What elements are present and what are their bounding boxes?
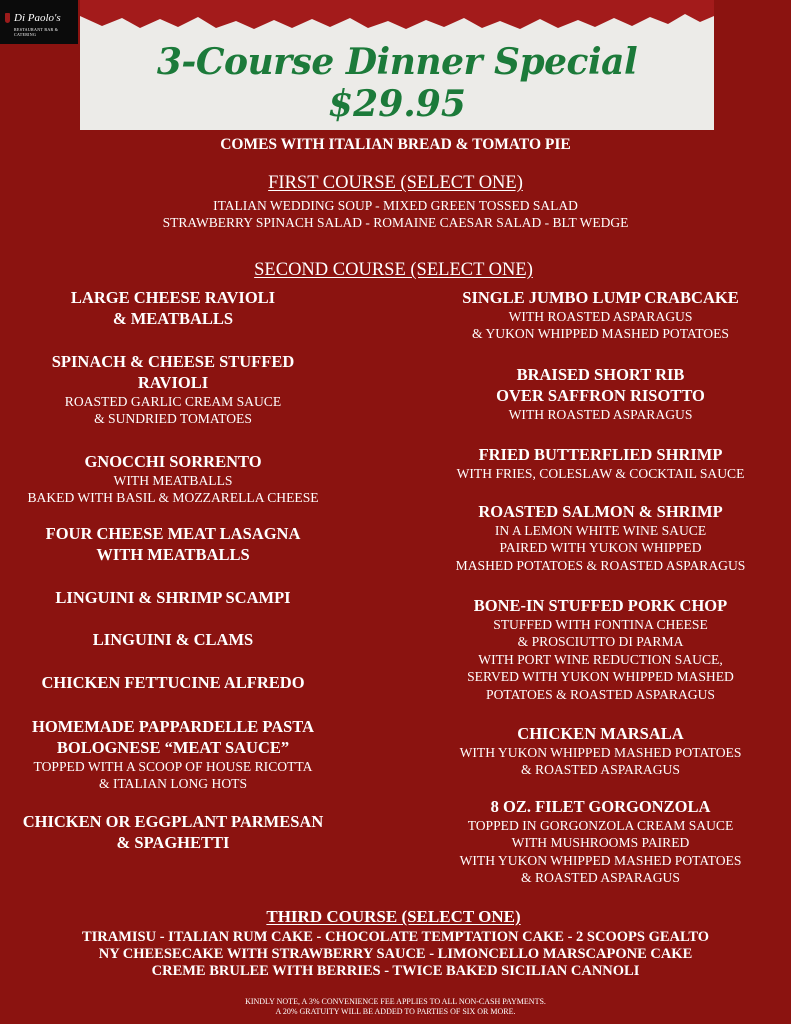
menu-item [0, 716, 346, 793]
menu-item [410, 595, 791, 703]
menu-item-name: BOLOGNESE “MEAT SAUCE” [56, 738, 290, 757]
menu-item-name: GNOCCHI SORRENTO [84, 452, 262, 471]
first-course-line: ITALIAN WEDDING SOUP - MIXED GREEN TOSSED SALAD [213, 198, 578, 213]
third-course-line: NY CHEESECAKE WITH STRAWBERRY SAUCE - LIMONCELLO MARSCAPONE CAKE [98, 946, 693, 962]
menu-item-description: ROASTED GARLIC CREAM SAUCE [64, 394, 282, 409]
menu-item-description: POTATOES & ROASTED ASPARAGUS [486, 686, 715, 702]
torn-paper-edge [80, 0, 714, 40]
menu-item [0, 287, 346, 329]
first-course-line: STRAWBERRY SPINACH SALAD - ROMAINE CAESAR SALAD - BLT WEDGE [162, 215, 629, 230]
menu-item-name: FRIED BUTTERFLIED SHRIMP [478, 445, 723, 464]
menu-item-name: ROASTED SALMON & SHRIMP [478, 502, 723, 521]
menu-item-name: SPINACH & CHEESE STUFFED [51, 352, 295, 371]
menu-item [410, 444, 791, 482]
menu-item-description: MASHED POTATOES & ROASTED ASPARAGUS [455, 557, 746, 573]
menu-item-name: RAVIOLI [137, 373, 209, 392]
menu-item-name: CHICKEN MARSALA [517, 724, 684, 743]
menu-item-description: WITH YUKON WHIPPED MASHED POTATOES [459, 745, 742, 760]
menu-item-name: OVER SAFFRON RISOTTO [496, 386, 705, 405]
intro-text: COMES WITH ITALIAN BREAD & TOMATO PIE [220, 136, 571, 153]
footer-note: KINDLY NOTE, A 3% CONVENIENCE FEE APPLIES TO ALL NON-CASH PAYMENTS. [245, 997, 546, 1006]
logo-tagline: RESTAURANT BAR & CATERING [14, 27, 59, 37]
menu-item-description: WITH FRIES, COLESLAW & COCKTAIL SAUCE [456, 466, 745, 481]
menu-item-description: & SUNDRIED TOMATOES [94, 411, 252, 427]
menu-item [410, 287, 791, 343]
menu-item-description: WITH YUKON WHIPPED MASHED POTATOES [459, 852, 742, 868]
menu-item-name: SINGLE JUMBO LUMP CRABCAKE [462, 288, 739, 307]
menu-item [0, 811, 346, 853]
menu-item-description: WITH ROASTED ASPARAGUS [508, 407, 693, 422]
menu-item [410, 723, 791, 779]
menu-item [0, 587, 346, 608]
first-course-heading: FIRST COURSE (SELECT ONE) [268, 173, 523, 193]
wine-glass-icon [5, 13, 10, 23]
menu-item-name: BRAISED SHORT RIB [516, 365, 685, 384]
menu-item-description: TOPPED WITH A SCOOP OF HOUSE RICOTTA [33, 759, 313, 774]
menu-item-description: SERVED WITH YUKON WHIPPED MASHED [467, 669, 734, 685]
special-title: 3-Course Dinner Special [156, 41, 638, 83]
restaurant-logo [0, 0, 78, 44]
menu-item [0, 629, 346, 650]
menu-item [0, 523, 346, 565]
menu-item-name: 8 OZ. FILET GORGONZOLA [490, 797, 711, 816]
menu-item-name: LARGE CHEESE RAVIOLI [70, 288, 276, 307]
second-course-heading: SECOND COURSE (SELECT ONE) [254, 260, 533, 280]
menu-item-description: & ROASTED ASPARAGUS [521, 870, 680, 886]
menu-item [410, 364, 791, 423]
menu-item-description: WITH PORT WINE REDUCTION SAUCE, [478, 651, 723, 667]
menu-item-name: CHICKEN OR EGGPLANT PARMESAN [22, 812, 324, 831]
footer-note: A 20% GRATUITY WILL BE ADDED TO PARTIES OF SIX OR MORE. [275, 1007, 516, 1016]
menu-item-description: WITH MEATBALLS [113, 473, 233, 488]
menu-item-description: WITH ROASTED ASPARAGUS [508, 309, 693, 324]
menu-item-name: & MEATBALLS [112, 309, 234, 328]
menu-item-description: & ROASTED ASPARAGUS [521, 762, 680, 778]
menu-item-name: LINGUINI & CLAMS [92, 630, 254, 649]
menu-item-description: STUFFED WITH FONTINA CHEESE [493, 617, 708, 632]
menu-item-description: TOPPED IN GORGONZOLA CREAM SAUCE [467, 818, 734, 833]
menu-item-description: & YUKON WHIPPED MASHED POTATOES [472, 326, 729, 342]
logo-name: Di Paolo's [14, 12, 61, 24]
menu-item-name: WITH MEATBALLS [96, 545, 250, 564]
menu-item-description: PAIRED WITH YUKON WHIPPED [499, 540, 702, 556]
menu-item-name: & SPAGHETTI [116, 833, 230, 852]
menu-item-name: HOMEMADE PAPPARDELLE PASTA [31, 717, 315, 736]
menu-item-description: & PROSCIUTTO DI PARMA [517, 634, 684, 650]
menu-item-name: BONE-IN STUFFED PORK CHOP [473, 596, 728, 615]
menu-item-description: & ITALIAN LONG HOTS [98, 776, 248, 792]
menu-item-description: IN A LEMON WHITE WINE SAUCE [494, 523, 707, 538]
menu-item-description: WITH MUSHROOMS PAIRED [511, 835, 690, 851]
title-banner [80, 0, 714, 130]
menu-item [0, 351, 346, 428]
menu-item-description: BAKED WITH BASIL & MOZZARELLA CHEESE [27, 490, 319, 506]
menu-item [0, 672, 346, 693]
menu-item [410, 501, 791, 574]
special-price: $29.95 [328, 83, 466, 125]
third-course-line: TIRAMISU - ITALIAN RUM CAKE - CHOCOLATE TEMPTATION CAKE - 2 SCOOPS GEALTO [81, 929, 710, 945]
menu-item [0, 451, 346, 507]
third-course-heading: THIRD COURSE (SELECT ONE) [266, 907, 521, 926]
menu-item-name: FOUR CHEESE MEAT LASAGNA [45, 524, 301, 543]
menu-item [410, 796, 791, 887]
menu-item-name: CHICKEN FETTUCINE ALFREDO [41, 673, 305, 692]
menu-item-name: LINGUINI & SHRIMP SCAMPI [55, 588, 291, 607]
third-course-line: CREME BRULEE WITH BERRIES - TWICE BAKED SICILIAN CANNOLI [151, 963, 640, 979]
